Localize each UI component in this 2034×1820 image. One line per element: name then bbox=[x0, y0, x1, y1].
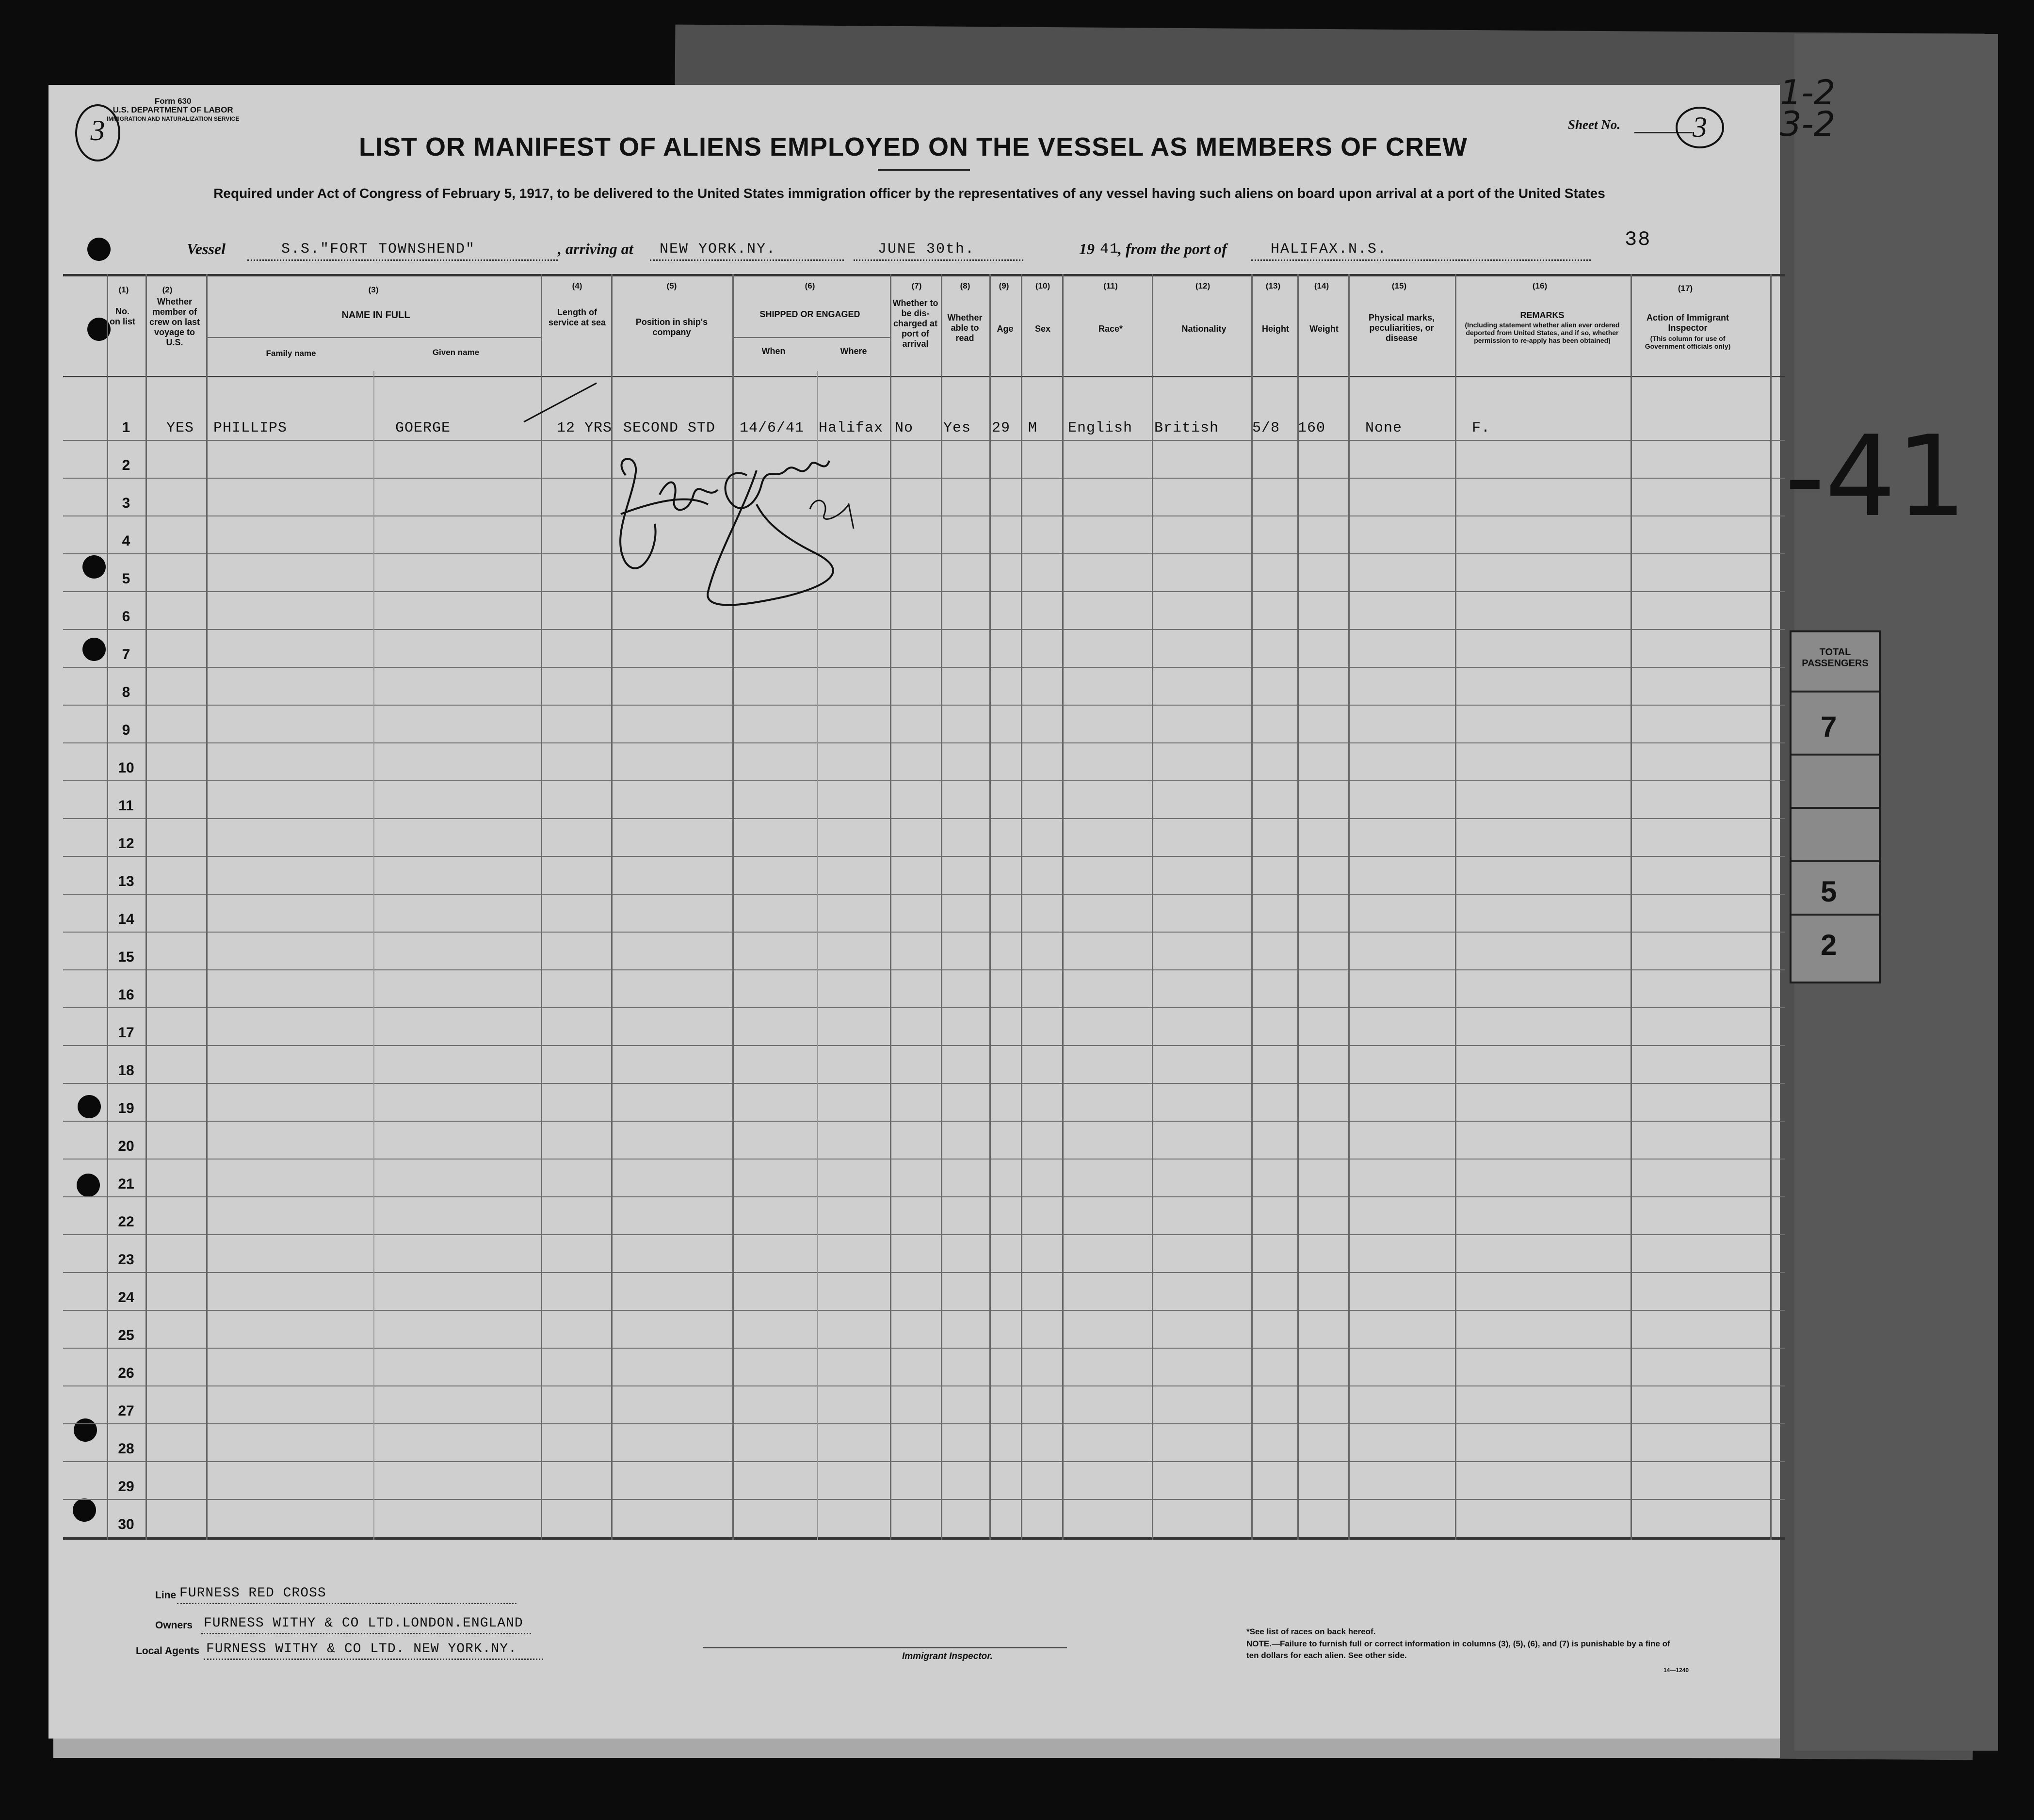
tally-title: TOTAL PASSENGERS bbox=[1802, 647, 1869, 669]
row-number: 20 bbox=[118, 1138, 134, 1154]
header-where: Where bbox=[840, 346, 867, 356]
cell-weight: 160 bbox=[1298, 420, 1326, 436]
row-number: 7 bbox=[122, 646, 130, 662]
colno-6: (6) bbox=[805, 281, 815, 290]
cell-read: Yes bbox=[943, 420, 971, 436]
owners-value: FURNESS WITHY & CO LTD.LONDON.ENGLAND bbox=[204, 1616, 523, 1631]
year-suffix: 41 bbox=[1100, 241, 1120, 258]
header-weight: Weight bbox=[1309, 324, 1339, 334]
arriving-port: NEW YORK.NY. bbox=[660, 241, 776, 258]
header-remarks: REMARKS bbox=[1520, 310, 1565, 320]
title-underline bbox=[878, 169, 970, 171]
header-sex: Sex bbox=[1034, 324, 1051, 334]
sheet-label: Sheet No. bbox=[1568, 117, 1620, 132]
row-number: 2 bbox=[122, 457, 130, 473]
side-mark-top2: 3-2 bbox=[1780, 104, 1836, 144]
form-identification bbox=[107, 97, 239, 123]
row-number: 5 bbox=[122, 571, 130, 587]
tally-value-3: 2 bbox=[1821, 929, 1837, 961]
page-title: LIST OR MANIFEST OF ALIENS EMPLOYED ON THE VESSEL AS MEMBERS OF CREW bbox=[359, 132, 1468, 161]
owners-label: Owners bbox=[155, 1620, 193, 1631]
immigrant-inspector-label: Immigrant Inspector. bbox=[902, 1651, 993, 1661]
row-number: 29 bbox=[118, 1479, 134, 1495]
colno-5: (5) bbox=[666, 281, 677, 290]
vessel-label: Vessel bbox=[187, 240, 226, 258]
row-number: 3 bbox=[122, 495, 130, 511]
header-shipped-engaged: SHIPPED OR ENGAGED bbox=[759, 309, 860, 319]
colno-17: (17) bbox=[1678, 284, 1693, 293]
cell-sex: M bbox=[1028, 420, 1038, 436]
row-number: 15 bbox=[118, 949, 134, 965]
punch-hole bbox=[87, 238, 111, 261]
row-number: 13 bbox=[118, 873, 134, 889]
cell-discharged: No bbox=[895, 420, 914, 436]
races-note: *See list of races on back hereof. bbox=[1246, 1627, 1376, 1636]
row-number: 22 bbox=[118, 1214, 134, 1230]
header-remarks-sub: (Including statement whether alien ever ordered deported from United States, and if so, whether permission to re-apply has been obtained) bbox=[1465, 321, 1620, 344]
header-able-read: Whether able to read bbox=[947, 313, 983, 343]
row-number: 1 bbox=[122, 419, 130, 435]
signature-graphic bbox=[514, 378, 883, 630]
colno-2: (2) bbox=[162, 285, 173, 294]
agents-label: Local Agents bbox=[136, 1645, 200, 1657]
colno-4: (4) bbox=[572, 281, 582, 290]
tally-value-1: 7 bbox=[1821, 710, 1837, 743]
header-family-name: Family name bbox=[266, 349, 316, 358]
header-age: Age bbox=[997, 324, 1014, 334]
cell-race: English bbox=[1068, 420, 1133, 436]
header-when: When bbox=[761, 346, 786, 356]
colno-15: (15) bbox=[1391, 281, 1407, 290]
arrival-date: JUNE 30th. bbox=[878, 241, 975, 258]
row-number: 28 bbox=[118, 1441, 134, 1457]
arriving-label: , arriving at bbox=[558, 240, 633, 258]
row-number: 25 bbox=[118, 1327, 134, 1343]
cell-position: SECOND STD bbox=[623, 420, 716, 436]
colno-1: (1) bbox=[118, 285, 129, 294]
tally-value-2: 5 bbox=[1821, 875, 1837, 908]
cell-height: 5/8 bbox=[1252, 420, 1280, 436]
row-number: 14 bbox=[118, 911, 134, 927]
row-number: 30 bbox=[118, 1516, 134, 1532]
header-length-service: Length of service at sea bbox=[548, 307, 606, 327]
year-prefix: 19 bbox=[1079, 240, 1095, 258]
cell-physical: None bbox=[1365, 420, 1403, 436]
row-number: 21 bbox=[118, 1176, 134, 1192]
row-number: 27 bbox=[118, 1403, 134, 1419]
print-code: 14—1240 bbox=[1663, 1667, 1689, 1674]
row-number: 11 bbox=[118, 798, 134, 814]
sheet-number: 3 bbox=[1676, 107, 1724, 148]
colno-12: (12) bbox=[1195, 281, 1211, 290]
crew-table bbox=[63, 274, 1785, 1540]
vessel-name: S.S."FORT TOWNSHEND" bbox=[281, 241, 476, 258]
header-action-sub: (This column for use of Government officials only) bbox=[1645, 335, 1731, 350]
corner-number: 3 bbox=[75, 104, 120, 161]
header-discharged: Whether to be dis-charged at port of arrival bbox=[892, 298, 938, 349]
fine-note: NOTE.—Failure to furnish full or correct information in columns (3), (5), (6), and (7) is punishable by a fine of ten dollars for each alien. See other side. bbox=[1246, 1639, 1670, 1660]
row-number: 18 bbox=[118, 1063, 134, 1079]
from-port: HALIFAX.N.S. bbox=[1271, 241, 1388, 258]
colno-11: (11) bbox=[1103, 281, 1118, 290]
side-big-number: -41 bbox=[1785, 412, 1967, 542]
header-height: Height bbox=[1262, 324, 1289, 334]
row-number: 10 bbox=[118, 760, 134, 776]
header-whether-member: Whether member of crew on last voyage to U.S. bbox=[149, 297, 200, 347]
colno-13: (13) bbox=[1265, 281, 1281, 290]
header-race: Race* bbox=[1098, 324, 1123, 334]
cell-nationality: British bbox=[1154, 420, 1219, 436]
cell-family-name: PHILLIPS bbox=[213, 420, 288, 436]
colno-8: (8) bbox=[960, 281, 970, 290]
passenger-tally-box bbox=[1790, 630, 1881, 983]
cell-where: Halifax bbox=[819, 420, 884, 436]
row-number: 12 bbox=[118, 836, 134, 852]
page-stamp-number: 38 bbox=[1625, 228, 1651, 251]
colno-16: (16) bbox=[1532, 281, 1548, 290]
side-mark-top: 1-2 bbox=[1780, 73, 1836, 113]
row-number: 26 bbox=[118, 1365, 134, 1381]
colno-7: (7) bbox=[911, 281, 922, 290]
row-number: 6 bbox=[122, 609, 130, 625]
header-nationality: Nationality bbox=[1181, 324, 1227, 334]
cell-remarks: F. bbox=[1472, 420, 1491, 436]
colno-10: (10) bbox=[1035, 281, 1050, 290]
header-no-on-list: No. on list bbox=[110, 306, 135, 326]
cell-when: 14/6/41 bbox=[740, 420, 805, 436]
colno-3: (3) bbox=[368, 285, 379, 294]
row-number: 19 bbox=[118, 1100, 134, 1116]
row-number: 23 bbox=[118, 1252, 134, 1268]
row-number: 24 bbox=[118, 1289, 134, 1305]
cell-member: YES bbox=[166, 420, 194, 436]
act-statement: Required under Act of Congress of February 5, 1917, to be delivered to the United States immigration officer by the representatives of any vessel having such aliens on board upon arrival at a port of the United States bbox=[213, 186, 1605, 201]
header-physical-marks: Physical marks, peculiarities, or disease bbox=[1368, 313, 1435, 343]
header-name-in-full: NAME IN FULL bbox=[341, 310, 410, 321]
cell-age: 29 bbox=[992, 420, 1011, 436]
colno-14: (14) bbox=[1314, 281, 1329, 290]
service-name: IMMIGRATION AND NATURALIZATION SERVICE bbox=[107, 115, 240, 122]
header-given-name: Given name bbox=[432, 348, 480, 357]
header-action: Action of Immigrant Inspector bbox=[1647, 313, 1729, 333]
form-number: Form 630 bbox=[154, 97, 192, 106]
line-value: FURNESS RED CROSS bbox=[179, 1586, 326, 1601]
row-number: 8 bbox=[122, 684, 130, 700]
line-label: Line bbox=[155, 1590, 177, 1601]
row-number: 17 bbox=[118, 1025, 134, 1041]
header-position: Position in ship's company bbox=[635, 317, 708, 337]
row-number: 9 bbox=[122, 722, 130, 738]
cell-length: 12 YRS bbox=[557, 420, 613, 436]
row-number: 16 bbox=[118, 987, 134, 1003]
agents-value: FURNESS WITHY & CO LTD. NEW YORK.NY. bbox=[206, 1642, 517, 1657]
department-name: U.S. DEPARTMENT OF LABOR bbox=[113, 105, 233, 114]
from-port-label: , from the port of bbox=[1118, 240, 1227, 258]
colno-9: (9) bbox=[999, 281, 1009, 290]
cell-given-name: GOERGE bbox=[395, 420, 451, 436]
row-number: 4 bbox=[122, 533, 130, 549]
